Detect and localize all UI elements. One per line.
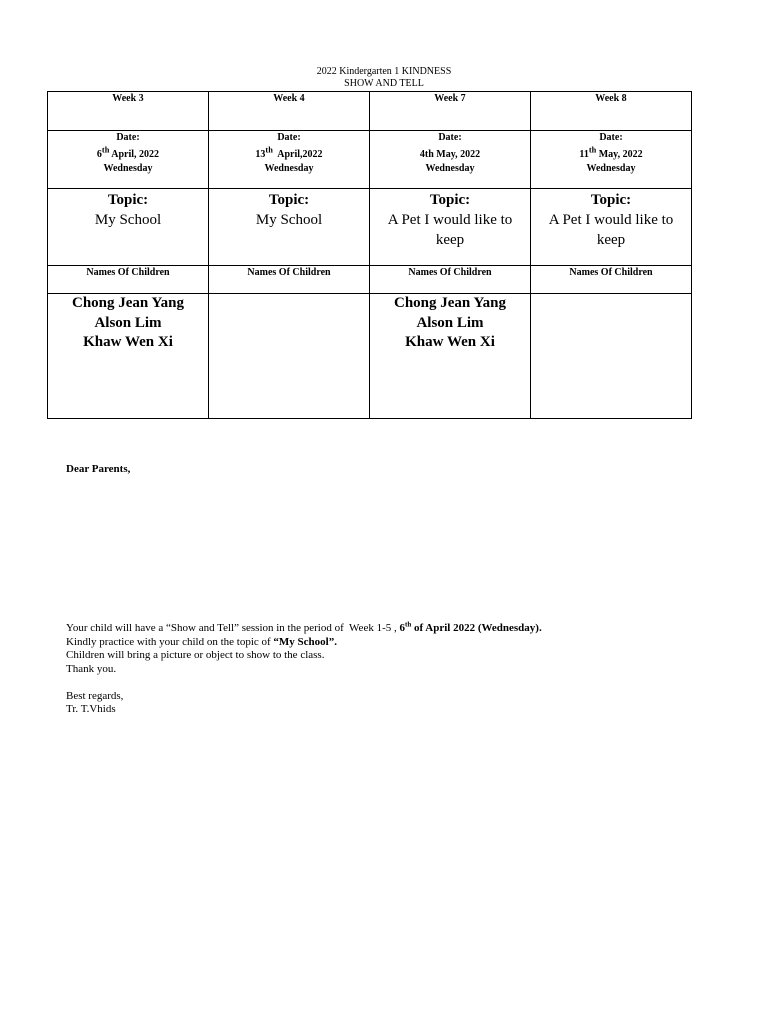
week-cell [209,92,370,131]
topic-label: Topic: [107,192,149,208]
date-cell [370,131,531,189]
names-row [48,294,692,419]
date-value: 13th April,2022 [255,145,323,160]
week-label: Week 7 [434,93,466,104]
letter-line-period: Your child will have a “Show and Tell” session in the period of Week 1-5 , 6th of April 2022 (Wednesday). [66,620,542,634]
names-header-label: Names Of Children [86,267,170,278]
names-header-cell [48,266,209,294]
names-header-cell [370,266,531,294]
topic-label: Topic: [268,192,310,208]
letter-line-topic: Kindly practice with your child on the topic of “My School”. [66,635,337,648]
date-row [48,131,692,189]
names-header-row [48,266,692,294]
date-value: 6th April, 2022 [96,145,160,160]
topic-cell [531,189,692,266]
week-cell [531,92,692,131]
letter-signature: Tr. T.Vhids [66,703,116,715]
date-label: Date: [277,132,301,143]
names-header-label: Names Of Children [408,267,492,278]
topic-cell [209,189,370,266]
letter-spacer [66,676,542,690]
letter-closing: Best regards, [66,689,124,702]
names-header-cell [209,266,370,294]
names-header-label: Names Of Children [247,267,331,278]
child-name: Khaw Wen Xi [83,334,173,350]
date-value: 11th May, 2022 [579,145,643,160]
date-label: Date: [438,132,462,143]
names-header-label: Names Of Children [569,267,653,278]
child-name: Chong Jean Yang [394,295,506,311]
topic-cell [48,189,209,266]
topic-value: A Pet I would like to keep [548,212,674,248]
names-cell [370,294,531,419]
names-cell [531,294,692,419]
weekday-label: Wednesday [103,163,153,174]
document-title: 2022 Kindergarten 1 KINDNESS [316,66,452,77]
week-label: Week 4 [273,93,305,104]
date-cell [531,131,692,189]
names-header-cell [531,266,692,294]
child-name: Chong Jean Yang [72,295,184,311]
date-cell [48,131,209,189]
topic-value: A Pet I would like to keep [387,212,513,248]
week-row [48,92,692,131]
week-cell [370,92,531,131]
letter-body [66,622,542,717]
show-and-tell-schedule-table [47,91,692,419]
date-value: 4th May, 2022 [419,149,481,160]
topic-value: My School [94,212,162,228]
letter-line-thanks: Thank you. [66,662,117,675]
child-name: Alson Lim [94,314,162,331]
names-cell [209,294,370,419]
child-name: Khaw Wen Xi [405,334,495,350]
weekday-label: Wednesday [264,163,314,174]
document-subtitle: SHOW AND TELL [344,78,424,89]
date-label: Date: [116,132,140,143]
weekday-label: Wednesday [586,163,636,174]
topic-label: Topic: [590,192,632,208]
letter-line-instructions: Children will bring a picture or object to show to the class. [66,649,325,661]
date-label: Date: [599,132,623,143]
topic-cell [370,189,531,266]
date-cell [209,131,370,189]
child-name: Alson Lim [416,314,484,331]
week-label: Week 8 [595,93,627,104]
topic-row [48,189,692,266]
topic-label: Topic: [429,192,471,208]
week-label: Week 3 [112,93,144,104]
topic-value: My School [255,212,323,228]
document-header [0,66,768,90]
weekday-label: Wednesday [425,163,475,174]
names-cell [48,294,209,419]
letter-greeting: Dear Parents, [66,463,131,475]
week-cell [48,92,209,131]
